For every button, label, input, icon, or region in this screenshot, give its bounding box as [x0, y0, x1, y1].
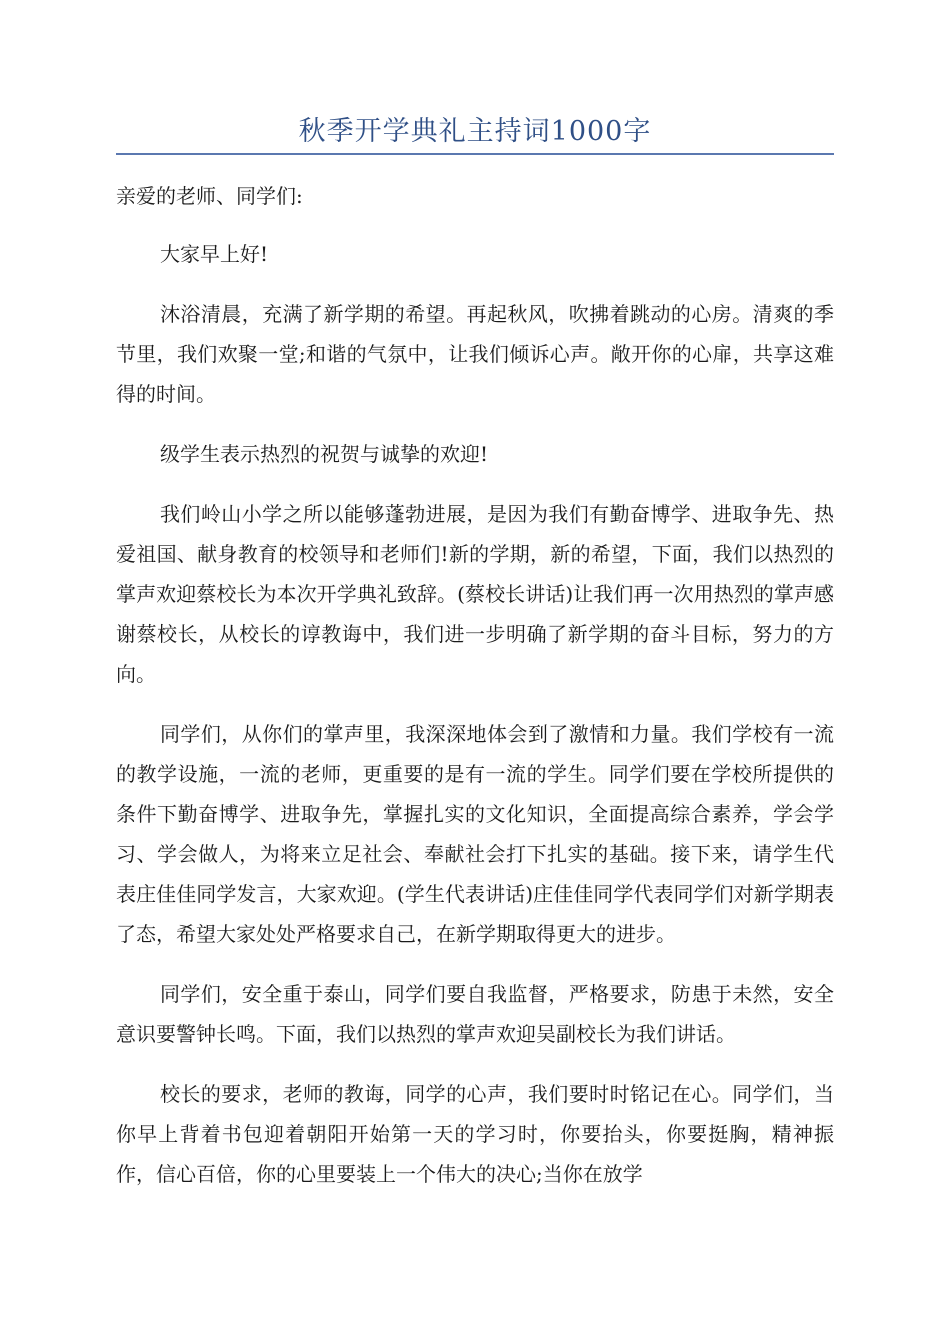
- body-paragraph: 校长的要求，老师的教诲，同学的心声，我们要时时铭记在心。同学们，当你早上背着书包迎着朝阳开始第一天的学习时，你要抬头，你要挺胸，精神振作，信心百倍，你的心里要装上一个伟大的决心;当你在放学: [116, 1082, 834, 1186]
- body-paragraph: 同学们，安全重于泰山，同学们要自我监督，严格要求，防患于未然，安全意识要警钟长鸣。下面，我们以热烈的掌声欢迎吴副校长为我们讲话。: [116, 982, 834, 1046]
- document-title: 秋季开学典礼主持词1000字: [298, 116, 652, 147]
- document-body: [116, 176, 834, 1214]
- body-paragraph: 沐浴清晨，充满了新学期的希望。再起秋风，吹拂着跳动的心房。清爽的季节里，我们欢聚一堂;和谐的气氛中，让我们倾诉心声。敞开你的心扉，共享这难得的时间。: [116, 302, 834, 406]
- salutation-paragraph: 亲爱的老师、同学们:: [116, 184, 303, 208]
- title-underline: [116, 153, 834, 155]
- body-paragraph: 级学生表示热烈的祝贺与诚挚的欢迎!: [160, 442, 489, 466]
- body-paragraph: 我们岭山小学之所以能够蓬勃进展，是因为我们有勤奋博学、进取争先、热爱祖国、献身教育的校领导和老师们!新的学期，新的希望，下面，我们以热烈的掌声欢迎蔡校长为本次开学典礼致辞。(蔡校长讲话)让我们再一次用热烈的掌声感谢蔡校长，从校长的谆教诲中，我们进一步明确了新学期的奋斗目标，努力的方向。: [116, 502, 834, 686]
- body-paragraph: 同学们，从你们的掌声里，我深深地体会到了激情和力量。我们学校有一流的教学设施，一流的老师，更重要的是有一流的学生。同学们要在学校所提供的条件下勤奋博学、进取争先，掌握扎实的文化知识，全面提高综合素养，学会学习、学会做人，为将来立足社会、奉献社会打下扎实的基础。接下来，请学生代表庄佳佳同学发言，大家欢迎。(学生代表讲话)庄佳佳同学代表同学们对新学期表了态，希望大家处处严格要求自己，在新学期取得更大的进步。: [116, 722, 834, 946]
- greeting-paragraph: 大家早上好!: [160, 242, 269, 266]
